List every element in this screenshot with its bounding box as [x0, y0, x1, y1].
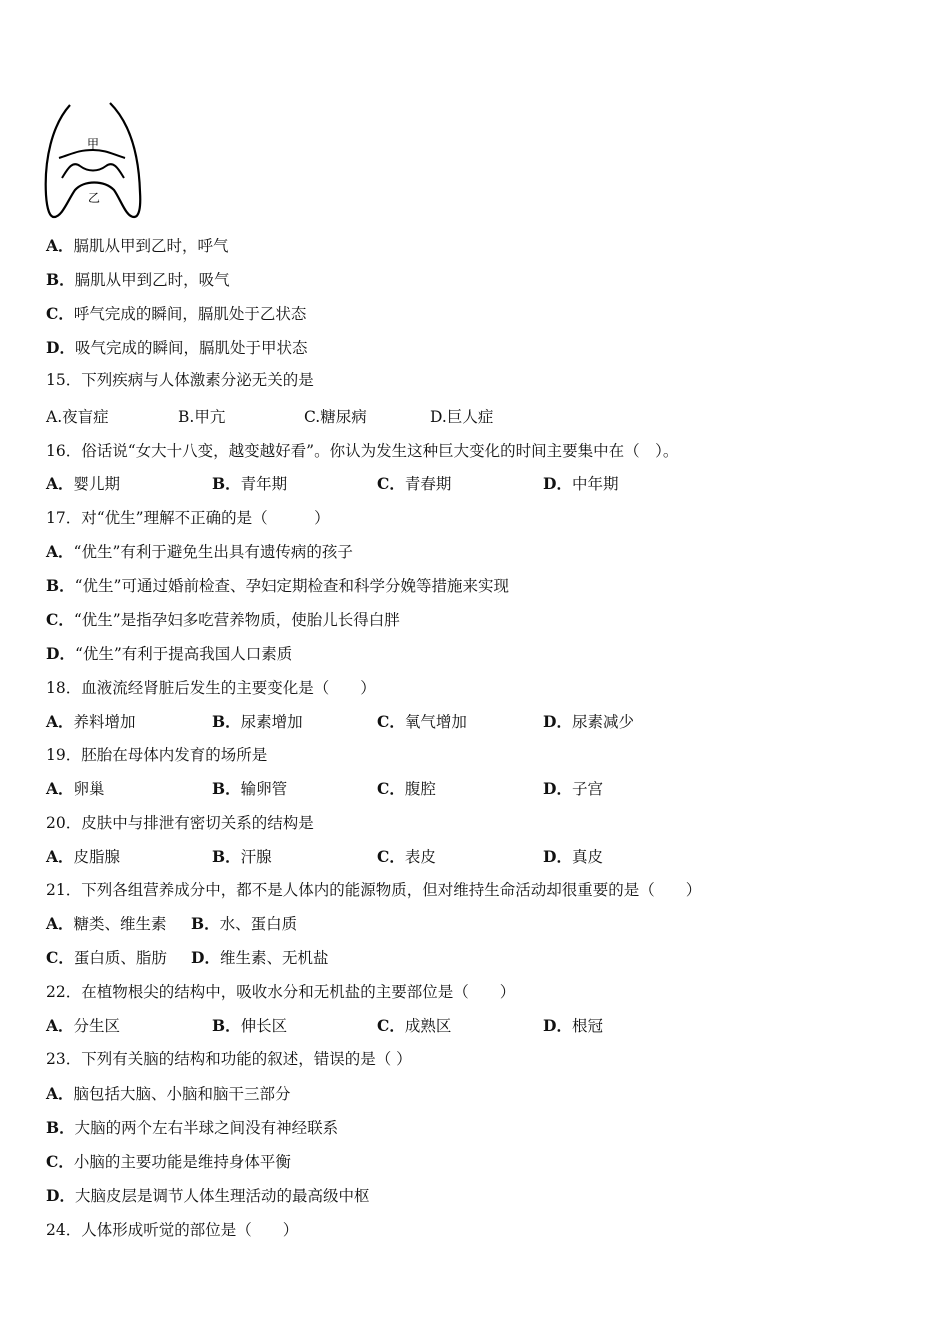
- q14-option-d: D．吸气完成的瞬间，膈肌处于甲状态: [46, 338, 308, 357]
- q24-stem: 24．人体形成听觉的部位是（ ）: [46, 1221, 299, 1239]
- q22-options: [46, 1016, 926, 1036]
- q17-option-a: A．“优生”有利于避免生出具有遗传病的孩子: [46, 542, 353, 561]
- q18-option-b: B．尿素增加: [212, 712, 303, 731]
- q21-stem: 21．下列各组营养成分中，都不是人体内的能源物质，但对维持生命活动却很重要的是（ ）: [46, 881, 702, 899]
- q15-option-a: A.夜盲症: [46, 408, 109, 426]
- diaphragm-diagram: [40, 100, 150, 225]
- q16-options: [46, 474, 926, 494]
- q19-stem: 19．胚胎在母体内发育的场所是: [46, 746, 268, 764]
- q20-option-c: C．表皮: [377, 847, 436, 866]
- q19-options: [46, 779, 926, 799]
- q18-option-d: D．尿素减少: [543, 712, 634, 731]
- q17-option-c: C．“优生”是指孕妇多吃营养物质，使胎儿长得白胖: [46, 610, 400, 629]
- q15-options: [46, 407, 926, 427]
- q22-option-a: A．分生区: [46, 1016, 121, 1035]
- diaphragm-lower-curve: [62, 164, 124, 178]
- q20-option-b: B．汗腺: [212, 847, 272, 866]
- q17-option-b: B．“优生”可通过婚前检查、孕妇定期检查和科学分娩等措施来实现: [46, 576, 509, 595]
- q23-option-c: C．小脑的主要功能是维持身体平衡: [46, 1152, 291, 1171]
- diaphragm-upper-curve: [59, 150, 125, 158]
- q18-option-c: C．氧气增加: [377, 712, 467, 731]
- q19-option-c: C．腹腔: [377, 779, 436, 798]
- q22-option-c: C．成熟区: [377, 1016, 452, 1035]
- q14-option-a: A．膈肌从甲到乙时，呼气: [46, 236, 229, 255]
- q22-stem: 22．在植物根尖的结构中，吸收水分和无机盐的主要部位是（ ）: [46, 983, 516, 1001]
- q23-stem: 23．下列有关脑的结构和功能的叙述，错误的是（ ）: [46, 1050, 412, 1068]
- q20-options: [46, 847, 926, 867]
- q20-option-a: A．皮脂腺: [46, 847, 121, 866]
- q19-option-a: A．卵巢: [46, 779, 105, 798]
- diagram-label-upper: 甲: [86, 137, 100, 151]
- q16-option-d: D．中年期: [543, 474, 619, 493]
- q21-option-a: A．糖类、维生素: [46, 914, 167, 933]
- q21-options-row1: [46, 914, 926, 934]
- q17-stem: 17．对“优生”理解不正确的是（ ）: [46, 509, 330, 527]
- q19-option-d: D．子宫: [543, 779, 603, 798]
- q22-option-d: D．根冠: [543, 1016, 603, 1035]
- q16-option-a: A．婴儿期: [46, 474, 121, 493]
- q23-option-d: D．大脑皮层是调节人体生理活动的最高级中枢: [46, 1186, 370, 1205]
- q21-option-d: D．维生素、无机盐: [191, 948, 329, 967]
- q18-stem: 18．血液流经肾脏后发生的主要变化是（ ）: [46, 679, 376, 697]
- q20-option-d: D．真皮: [543, 847, 603, 866]
- q18-option-a: A．养料增加: [46, 712, 136, 731]
- q16-option-b: B．青年期: [212, 474, 288, 493]
- q23-option-a: A．脑包括大脑、小脑和脑干三部分: [46, 1084, 291, 1103]
- q21-option-c: C．蛋白质、脂肪: [46, 948, 167, 967]
- q17-option-d: D．“优生”有利于提高我国人口素质: [46, 644, 293, 663]
- q16-stem: 16．俗话说“女大十八变，越变越好看”。你认为发生这种巨大变化的时间主要集中在（ ）。: [46, 442, 679, 460]
- q23-option-b: B．大脑的两个左右半球之间没有神经联系: [46, 1118, 339, 1137]
- q18-options: [46, 712, 926, 732]
- q15-stem: 15．下列疾病与人体激素分泌无关的是: [46, 371, 314, 389]
- q15-option-b: B.甲亢: [178, 408, 226, 426]
- q22-option-b: B．伸长区: [212, 1016, 288, 1035]
- q16-option-c: C．青春期: [377, 474, 452, 493]
- q14-option-c: C．呼气完成的瞬间，膈肌处于乙状态: [46, 304, 307, 323]
- diagram-label-lower: 乙: [87, 191, 101, 205]
- q21-option-b: B．水、蛋白质: [191, 914, 298, 933]
- q15-option-c: C.糖尿病: [304, 408, 367, 426]
- q21-options-row2: [46, 948, 926, 968]
- q20-stem: 20．皮肤中与排泄有密切关系的结构是: [46, 814, 314, 832]
- q14-option-b: B．膈肌从甲到乙时，吸气: [46, 270, 230, 289]
- q15-option-d: D.巨人症: [430, 408, 494, 426]
- q19-option-b: B．输卵管: [212, 779, 288, 798]
